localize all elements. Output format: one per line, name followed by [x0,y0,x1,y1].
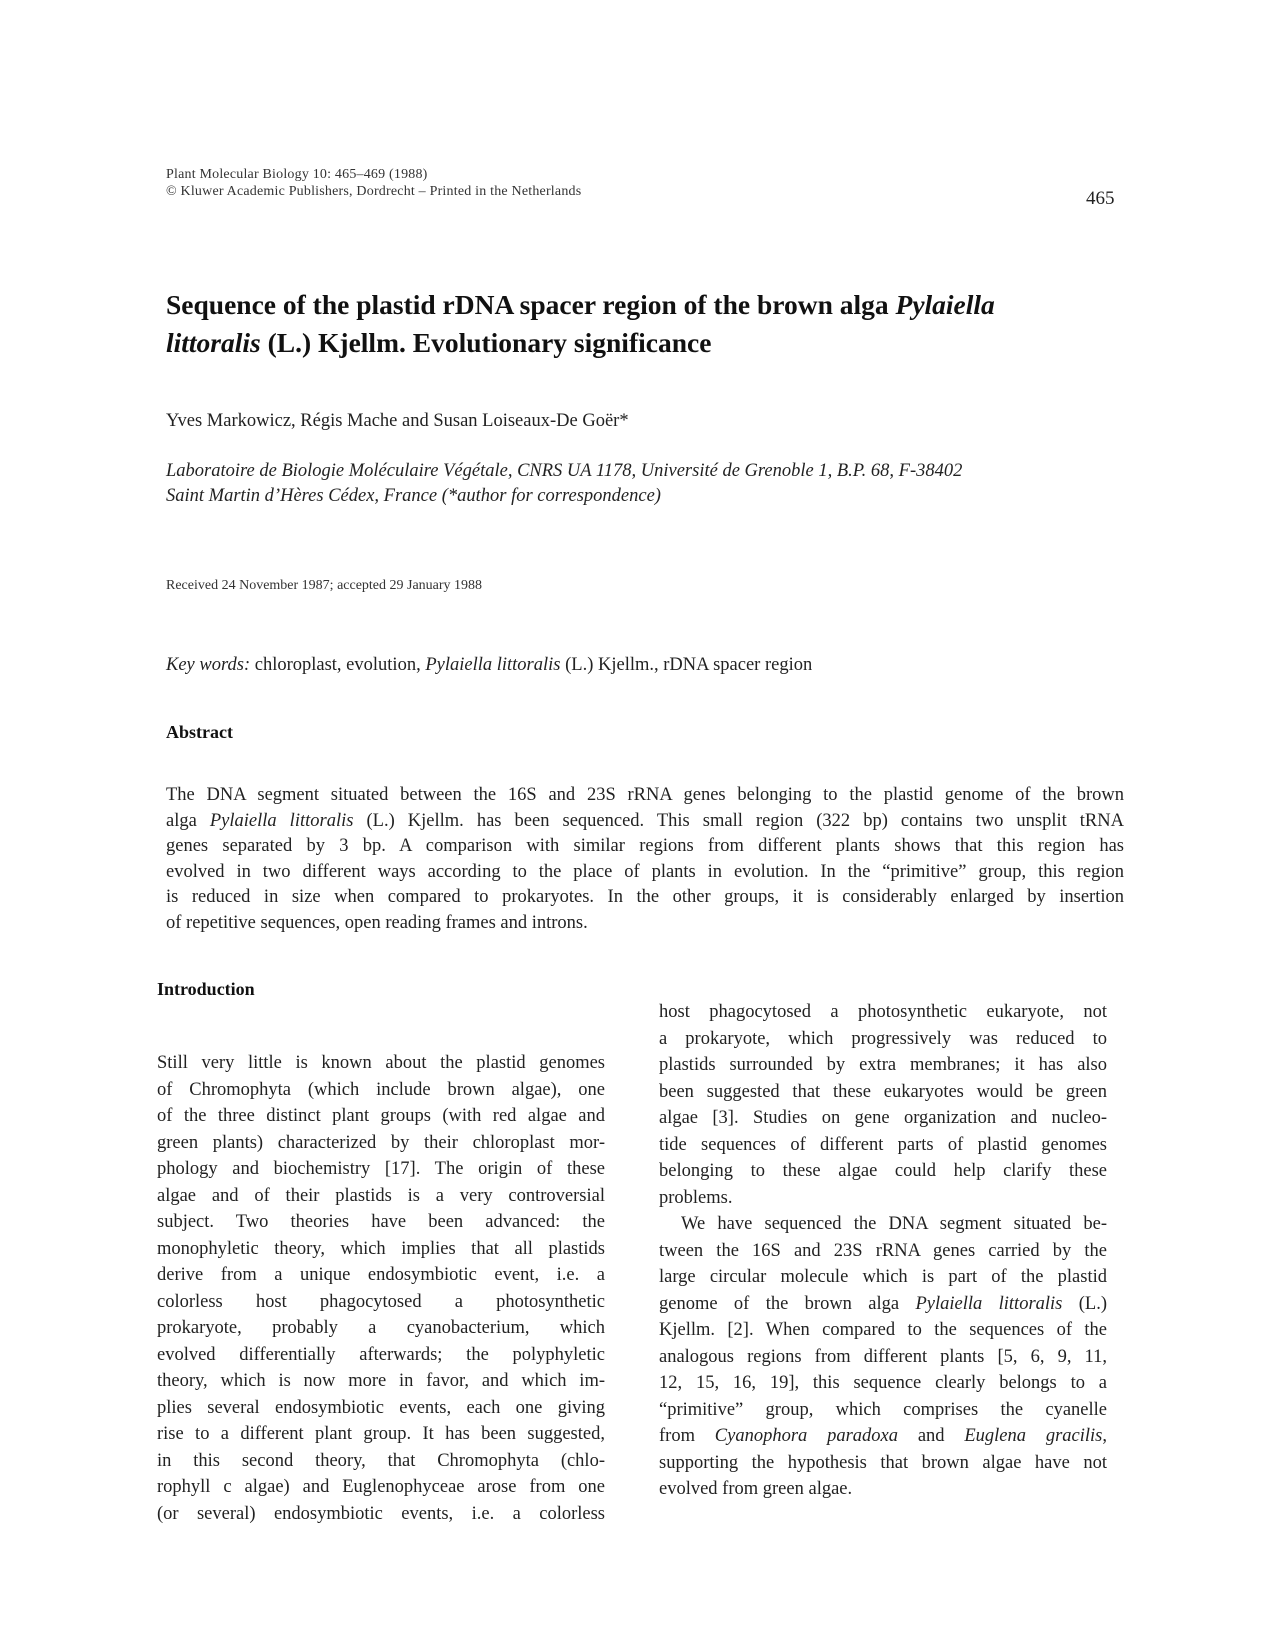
abstract-line: alga Pylaiella littoralis (L.) Kjellm. has been sequenced. This small region (322 bp) contains two unsplit tRNA [166,810,1124,831]
text-line: prokaryote, probably a cyanobacterium, which [157,1318,605,1338]
abstract-line: of repetitive sequences, open reading frames and introns. [166,912,588,933]
authors: Yves Markowicz, Régis Mache and Susan Loiseaux-De Goër* [166,411,629,431]
article-title [166,286,1126,362]
keywords [166,655,812,676]
text-line: been suggested that these eukaryotes would be green [659,1081,1107,1102]
abstract-line: is reduced in size when compared to prokaryotes. In the other groups, it is considerably enlarged by insertion [166,887,1124,907]
text-line: tween the 16S and 23S rRNA genes carried by the [659,1240,1107,1261]
text-line: “primitive” group, which comprises the cyanelle [659,1399,1107,1420]
text-line: of Chromophyta (which include brown algae), one [157,1079,605,1100]
text-line: genome of the brown alga Pylaiella littoralis (L.) [659,1293,1107,1314]
affiliation-line-2: Saint Martin d’Hères Cédex, France (*author for correspondence) [166,486,661,506]
abstract-heading: Abstract [166,722,233,742]
title-genus: Pylaiella [895,289,995,320]
text-line: tide sequences of different parts of plastid genomes [659,1134,1107,1155]
text-line: theory, which is now more in favor, and which im- [157,1371,605,1391]
text-line: in this second theory, that Chromophyta (chlo- [157,1450,605,1471]
text-line: plies several endosymbiotic events, each one giving [157,1397,605,1418]
journal-line-1: Plant Molecular Biology 10: 465–469 (1988) [166,167,428,182]
text-line: supporting the hypothesis that brown algae have not [659,1452,1107,1473]
text-line: problems. [659,1187,733,1208]
journal-citation [166,166,581,200]
title-part-1: Sequence of the plastid rDNA spacer region of the brown alga [166,289,896,320]
right-column [659,999,1107,1503]
text-line: plastids surrounded by extra membranes; it has also [659,1055,1107,1075]
text-line: evolved differentially afterwards; the polyphyletic [157,1344,605,1365]
received-dates: Received 24 November 1987; accepted 29 January 1988 [166,578,483,593]
text-line: evolved from green algae. [659,1479,853,1499]
journal-line-2: © Kluwer Academic Publishers, Dordrecht – Printed in the Netherlands [166,184,582,199]
text-line: a prokaryote, which progressively was reduced to [659,1028,1107,1049]
introduction-heading: Introduction [157,979,255,999]
text-line: analogous regions from different plants [5, 6, 9, 11, [659,1346,1107,1367]
text-line: belonging to these algae could help clarify these [659,1161,1107,1181]
text-line: monophyletic theory, which implies that all plastids [157,1238,605,1259]
keywords-label: Key words: [166,655,251,675]
abstract-line: genes separated by 3 bp. A comparison with similar regions from different plants shows that this region has [166,836,1124,856]
abstract-line: The DNA segment situated between the 16S and 23S rRNA genes belonging to the plastid genome of the brown [166,785,1124,805]
text-line: from Cyanophora paradoxa and Euglena gracilis, [659,1426,1107,1446]
text-line: (or several) endosymbiotic events, i.e. a colorless [157,1503,605,1524]
text-line: We have sequenced the DNA segment situated be- [681,1214,1107,1234]
left-column [157,1050,605,1527]
text-line: colorless host phagocytosed a photosynthetic [157,1291,605,1312]
text-line: Kjellm. [2]. When compared to the sequences of the [659,1320,1107,1340]
page-number: 465 [1086,188,1115,209]
text-line: rise to a different plant group. It has been suggested, [157,1424,605,1444]
keywords-species: Pylaiella littoralis [425,655,561,675]
abstract-line: evolved in two different ways according to the place of plants in evolution. In the “primitive” group, this region [166,861,1124,882]
abstract-text [166,783,1124,936]
text-line: 12, 15, 16, 19], this sequence clearly belongs to a [659,1373,1107,1393]
text-line: derive from a unique endosymbiotic event, i.e. a [157,1265,605,1285]
text-line: phology and biochemistry [17]. The origin of these [157,1159,605,1179]
text-line: Still very little is known about the plastid genomes [157,1053,605,1073]
text-line: of the three distinct plant groups (with red algae and [157,1106,605,1126]
affiliation-line-1: Laboratoire de Biologie Moléculaire Végétale, CNRS UA 1178, Université de Grenoble 1, B.P. 68, F-38402 [166,461,963,481]
text-line: algae [3]. Studies on gene organization and nucleo- [659,1108,1107,1128]
text-line: large circular molecule which is part of the plastid [659,1267,1107,1287]
title-part-4: (L.) Kjellm. Evolutionary significance [260,327,712,358]
affiliation [166,459,1126,509]
text-line: rophyll c algae) and Euglenophyceae arose from one [157,1477,605,1497]
text-line: green plants) characterized by their chloroplast mor- [157,1132,605,1153]
text-line: algae and of their plastids is a very controversial [157,1185,605,1206]
text-line: host phagocytosed a photosynthetic eukaryote, not [659,1002,1107,1022]
text-line: subject. Two theories have been advanced: the [157,1212,605,1232]
keywords-part-2: (L.) Kjellm., rDNA spacer region [560,655,813,675]
title-species: littoralis [166,327,261,358]
keywords-part-1: chloroplast, evolution, [250,655,426,675]
